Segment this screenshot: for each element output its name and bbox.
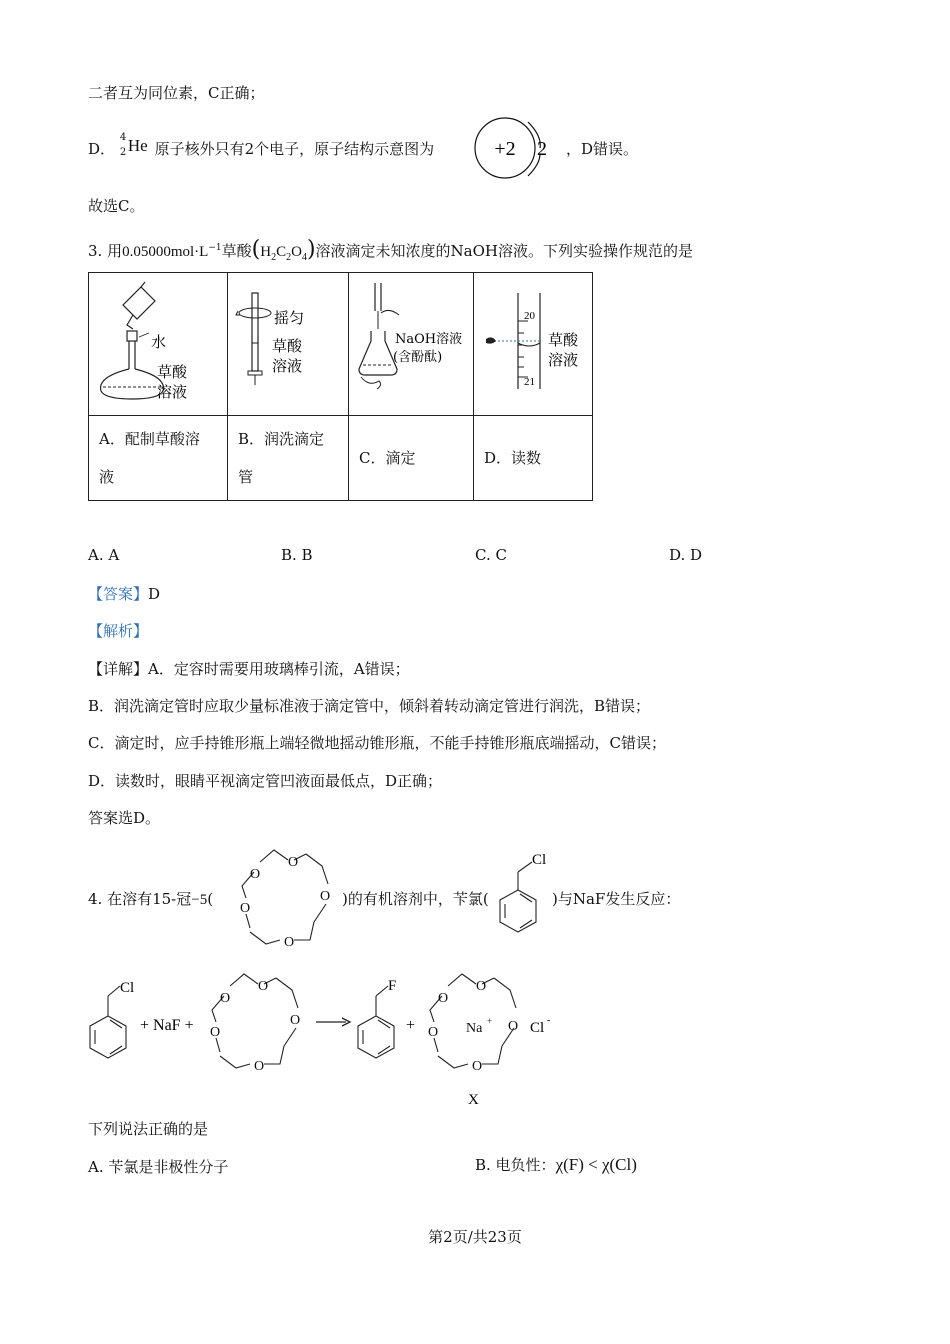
label-shake: 摇匀	[274, 309, 305, 327]
question-4-prompt: 下列说法正确的是	[88, 1120, 209, 1138]
benzyl-chloride-structure-inline	[492, 846, 552, 946]
detail-text: A．定容时需要用玻璃棒引流，A错误；	[148, 660, 410, 678]
operations-table	[88, 272, 593, 501]
eye-icon	[486, 337, 496, 343]
element-symbol: He	[127, 136, 148, 155]
option-label: D．	[88, 140, 116, 158]
oxygen-atom: O	[320, 889, 331, 904]
oxygen-atom: O	[258, 979, 269, 994]
q3-exponent: −1	[208, 243, 222, 253]
option-a: A. A	[88, 546, 120, 564]
label-solution: 溶液	[157, 383, 188, 401]
plus-sign: +	[406, 1017, 416, 1034]
option-d-line	[88, 132, 435, 159]
label-solution: 溶液	[548, 351, 579, 369]
figure-cell-b	[228, 273, 349, 416]
sodium-charge: +	[487, 1016, 493, 1026]
atomic-number: 2	[119, 147, 127, 158]
label-solution: 溶液	[272, 357, 303, 375]
text-line: 故选C。	[88, 197, 145, 215]
oxygen-atom: O	[288, 855, 299, 870]
paren-open: (	[251, 237, 261, 262]
q4-option-a: A. 苄氯是非极性分子	[88, 1158, 229, 1176]
chloride-ion: Cl	[530, 1020, 545, 1036]
label-phenolphthalein: (含酚酞)	[393, 350, 443, 365]
caption-b: B．润洗滴定管	[228, 416, 349, 501]
chlorine-atom: Cl	[532, 852, 547, 868]
answer-value: D	[148, 585, 161, 603]
q3-suffix: 溶液滴定未知浓度的NaOH溶液。下列实验操作规范的是	[315, 242, 693, 260]
option-b-text: B. 电负性：	[475, 1156, 556, 1174]
oxygen-atom: O	[508, 1019, 519, 1034]
oxygen-atom: O	[476, 979, 487, 994]
q3-prefix: 3. 用	[88, 242, 123, 260]
q4-text: 4. 在溶有15-冠	[88, 890, 192, 908]
oxygen-atom: O	[210, 1025, 221, 1040]
atom-structure-diagram	[470, 116, 550, 182]
sodium-ion: Na	[466, 1021, 483, 1036]
label-acid: 草酸	[272, 337, 303, 355]
detail-line-b: B．润洗滴定管时应取少量标准液于滴定管中，倾斜着转动滴定管进行润洗，B错误；	[88, 697, 651, 715]
tick-20: 20	[524, 310, 535, 322]
answer-tag: 【答案】	[88, 585, 149, 603]
label-water: 水	[151, 333, 167, 351]
label-acid: 草酸	[548, 331, 579, 349]
oxygen-atom: O	[428, 1025, 439, 1040]
figure-cell-d	[474, 273, 593, 416]
q4-ring-size: −5	[191, 892, 208, 908]
tick-21: 21	[524, 376, 535, 388]
option-b: B. B	[281, 546, 313, 564]
option-d: D. D	[669, 546, 703, 564]
oxygen-atom: O	[284, 935, 295, 950]
detail-tag: 【详解】	[88, 660, 149, 678]
oxygen-atom: O	[220, 991, 231, 1006]
label-acid: 草酸	[157, 363, 188, 381]
chlorine-atom: Cl	[120, 980, 135, 996]
caption-a: A．配制草酸溶液	[89, 416, 228, 501]
shell-electrons: 2	[537, 138, 547, 160]
paren-close: )	[306, 237, 316, 262]
burette-rinse-figure	[228, 273, 348, 411]
option-d-suffix: ，D错误。	[566, 140, 639, 158]
nucleus-charge: +2	[494, 138, 516, 160]
text-line: 二者互为同位素，C正确；	[88, 84, 265, 102]
question-3-stem	[88, 237, 693, 263]
option-c: C. C	[475, 546, 507, 564]
reagent-naf: + NaF +	[140, 1017, 194, 1034]
detail-line-d: D．读数时，眼睛平视滴定管凹液面最低点，D正确；	[88, 772, 443, 790]
q3-concentration: 0.05000mol·L	[122, 244, 209, 260]
nuclide-symbol	[119, 132, 150, 158]
answer-line	[88, 583, 160, 604]
analysis-tag: 【解析】	[88, 622, 149, 640]
chloride-charge: -	[547, 1015, 551, 1026]
volumetric-flask-figure	[89, 273, 227, 411]
caption-c: C．滴定	[349, 416, 474, 501]
figure-cell-c	[349, 273, 474, 416]
oxygen-atom: O	[290, 1013, 301, 1028]
detail-line-a	[88, 658, 410, 679]
crown-ether-structure-inline	[232, 842, 342, 954]
oxalic-acid-formula: $H_2C_2O_4$	[260, 244, 307, 263]
electronegativity-formula: χ(F) < χ(Cl)	[555, 1155, 637, 1174]
oxygen-atom: O	[438, 991, 449, 1006]
burette-reading-figure	[474, 273, 592, 411]
reaction-scheme	[80, 962, 680, 1107]
oxygen-atom: O	[250, 867, 261, 882]
answer-conclusion: 答案选D。	[88, 809, 161, 827]
option-text: 原子核外只有2个电子，原子结构示意图为	[154, 140, 435, 158]
oxygen-atom: O	[472, 1059, 483, 1074]
product-label-x: X	[468, 1092, 479, 1108]
q4-option-b	[475, 1154, 637, 1175]
detail-line-c: C．滴定时，应手持锥形瓶上端轻微地摇动锥形瓶，不能手持锥形瓶底端摇动，C错误；	[88, 734, 666, 752]
question-4-stem-part2: )的有机溶剂中，苄氯(	[342, 890, 489, 908]
question-4-stem-part1: 4. 在溶有15-冠−5(	[88, 890, 214, 908]
titration-figure	[349, 273, 473, 411]
q4-text: 的有机溶剂中，苄氯(	[347, 890, 489, 908]
mass-number: 4	[119, 132, 127, 143]
q3-acid-name: 草酸	[221, 242, 252, 260]
page-footer: 第2页/共23页	[428, 1228, 522, 1246]
caption-d: D．读数	[474, 416, 593, 501]
oxygen-atom: O	[254, 1059, 265, 1074]
fluorine-atom: F	[388, 978, 397, 994]
label-naoh: NaOH溶液	[395, 332, 463, 347]
oxygen-atom: O	[240, 901, 251, 916]
figure-cell-a	[89, 273, 228, 416]
question-4-stem-part3: )与NaF发生反应：	[552, 890, 681, 908]
